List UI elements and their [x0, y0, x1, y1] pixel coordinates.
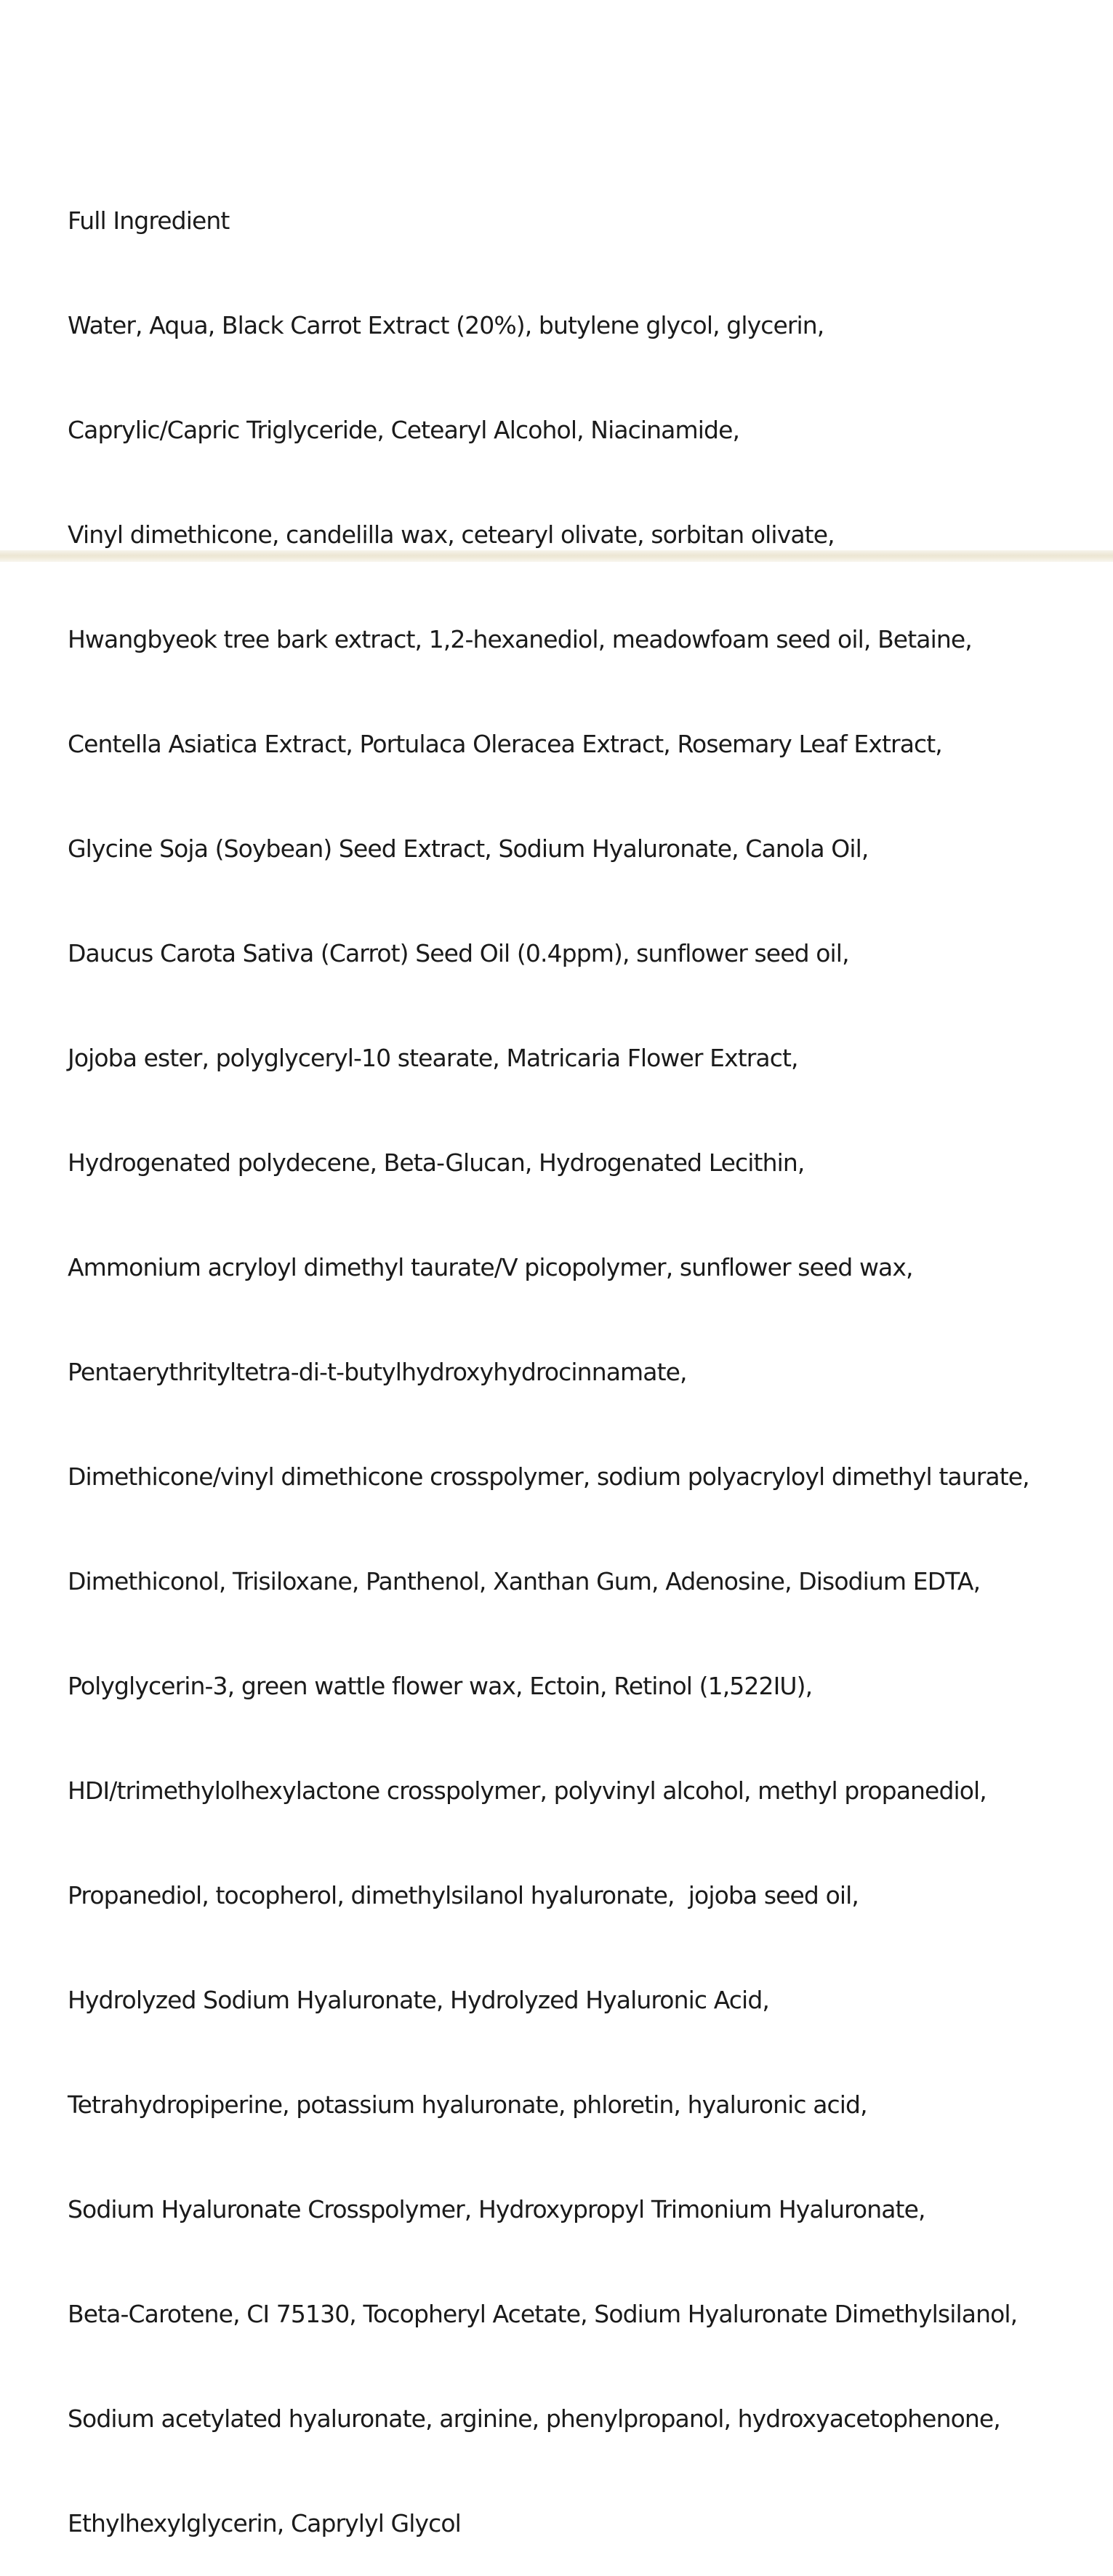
ingredient-line: Hwangbyeok tree bark extract, 1,2-hexanediol, meadowfoam seed oil, Betaine, [68, 625, 972, 653]
ingredient-line: Dimethiconol, Trisiloxane, Panthenol, Xanthan Gum, Adenosine, Disodium EDTA, [68, 1567, 981, 1595]
ingredient-line: Water, Aqua, Black Carrot Extract (20%), butylene glycol, glycerin, [68, 311, 824, 339]
ingredient-line: Propanediol, tocopherol, dimethylsilanol hyaluronate, jojoba seed oil, [68, 1881, 859, 1909]
ingredient-line: Dimethicone/vinyl dimethicone crosspolymer, sodium polyacryloyl dimethyl taurate, [68, 1462, 1029, 1491]
ingredient-line: Ethylhexylglycerin, Caprylyl Glycol [68, 2509, 461, 2537]
ingredient-line: Ammonium acryloyl dimethyl taurate/V picopolymer, sunflower seed wax, [68, 1253, 913, 1281]
ingredient-line: Sodium Hyaluronate Crosspolymer, Hydroxypropyl Trimonium Hyaluronate, [68, 2195, 925, 2223]
ingredient-line: Tetrahydropiperine, potassium hyaluronate, phloretin, hyaluronic acid, [68, 2090, 867, 2119]
ingredient-line: Sodium acetylated hyaluronate, arginine, phenylpropanol, hydroxyacetophenone, [68, 2404, 1000, 2433]
ingredient-line: Pentaerythrityltetra-di-t-butylhydroxyhydrocinnamate, [68, 1358, 687, 1386]
ingredient-line: Beta-Carotene, CI 75130, Tocopheryl Acetate, Sodium Hyaluronate Dimethylsilanol, [68, 2300, 1018, 2328]
ingredient-line: Jojoba ester, polyglyceryl-10 stearate, Matricaria Flower Extract, [68, 1044, 798, 1072]
ingredient-heading: Full Ingredient [68, 206, 230, 235]
ingredient-line: Caprylic/Capric Triglyceride, Cetearyl Alcohol, Niacinamide, [68, 416, 740, 444]
ingredient-line: Polyglycerin-3, green wattle flower wax, Ectoin, Retinol (1,522IU), [68, 1672, 813, 1700]
ingredient-line: Hydrogenated polydecene, Beta-Glucan, Hydrogenated Lecithin, [68, 1148, 805, 1177]
ingredient-line: HDI/trimethylolhexylactone crosspolymer, polyvinyl alcohol, methyl propanediol, [68, 1776, 987, 1805]
ingredient-line: Daucus Carota Sativa (Carrot) Seed Oil (0.4ppm), sunflower seed oil, [68, 939, 849, 967]
ingredient-line: Hydrolyzed Sodium Hyaluronate, Hydrolyzed Hyaluronic Acid, [68, 1986, 769, 2014]
ingredient-line: Vinyl dimethicone, candelilla wax, cetearyl olivate, sorbitan olivate, [68, 520, 835, 549]
ingredient-line: Glycine Soja (Soybean) Seed Extract, Sodium Hyaluronate, Canola Oil, [68, 834, 869, 863]
ingredient-list [68, 134, 1029, 2576]
ingredient-line: Centella Asiatica Extract, Portulaca Oleracea Extract, Rosemary Leaf Extract, [68, 730, 942, 758]
